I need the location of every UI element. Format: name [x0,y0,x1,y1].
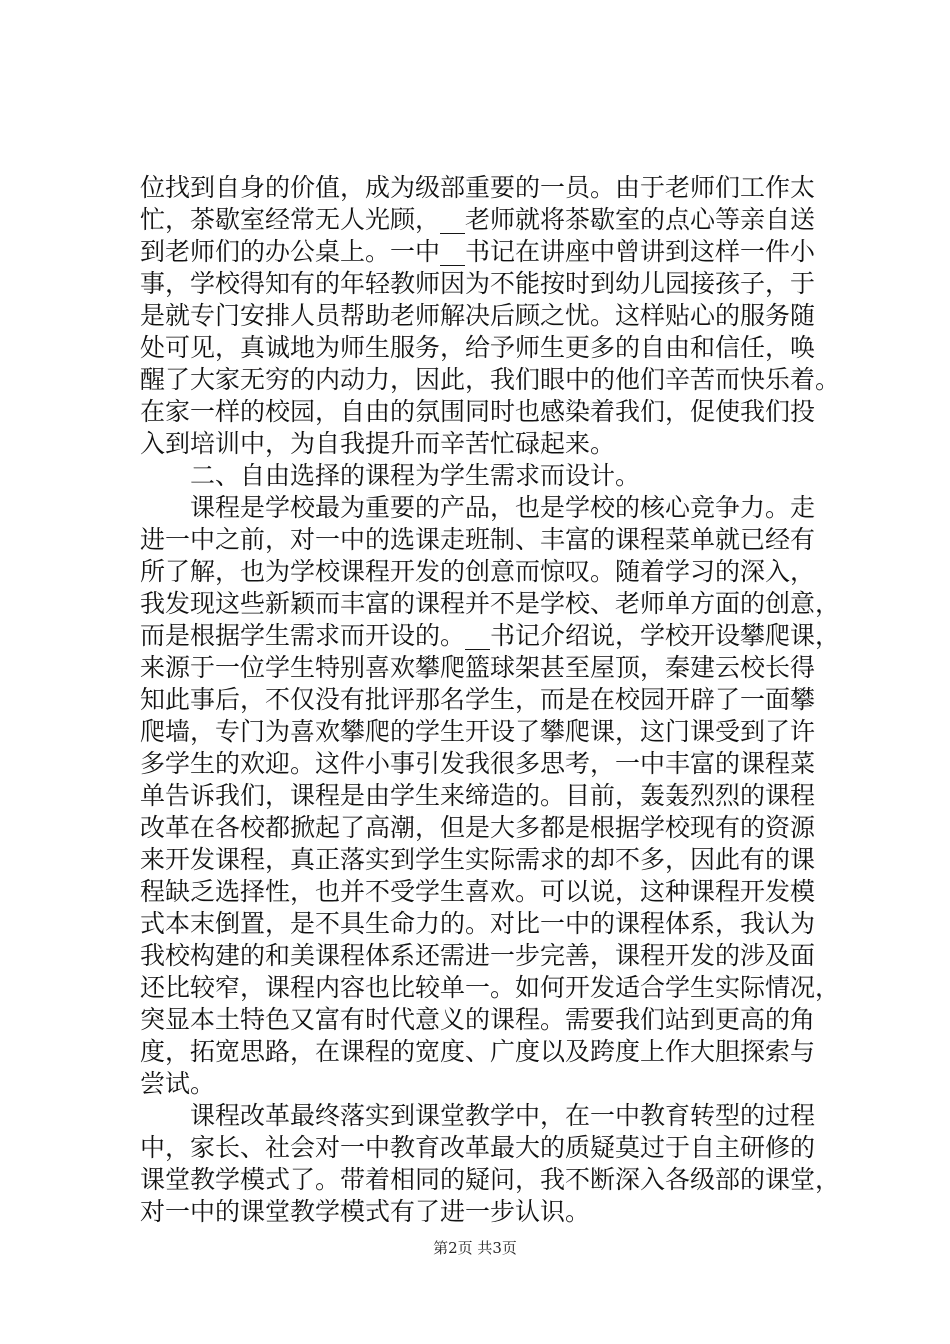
text-line: 位找到自身的价值，成为级部重要的一员。由于老师们工作太 [140,173,816,202]
text-line: 事，学校得知有的年轻教师因为不能按时到幼儿园接孩子，于 [140,269,816,298]
text-line: 知此事后，不仅没有批评那名学生，而是在校园开辟了一面攀 [140,685,816,714]
page-footer: 第2页 共3页 [433,1239,517,1257]
text-line: 所了解，也为学校课程开发的创意而惊叹。随着学习的深入， [140,557,816,586]
text-line: 我发现这些新颖而丰富的课程并不是学校、老师单方面的创意， [140,589,841,618]
text-line: 而是根据学生需求而开设的。__书记介绍说，学校开设攀爬课， [140,621,841,650]
text-line: 式本末倒置，是不具生命力的。对比一中的课程体系，我认为 [140,909,816,938]
text-line: 尝试。 [140,1069,216,1098]
text-line: 中，家长、社会对一中教育改革最大的质疑莫过于自主研修的 [140,1133,816,1162]
text-line: 度，拓宽思路，在课程的宽度、广度以及跨度上作大胆探索与 [140,1037,816,1066]
text-line: 爬墙，专门为喜欢攀爬的学生开设了攀爬课，这门课受到了许 [140,717,816,746]
text-line: 是就专门安排人员帮助老师解决后顾之忧。这样贴心的服务随 [140,301,816,330]
text-line: 入到培训中，为自我提升而辛苦忙碌起来。 [140,429,616,458]
text-line: 处可见，真诚地为师生服务，给予师生更多的自由和信任，唤 [140,333,816,362]
text-line: 进一中之前，对一中的选课走班制、丰富的课程菜单就已经有 [140,525,816,554]
text-line: 突显本土特色又富有时代意义的课程。需要我们站到更高的角 [140,1005,816,1034]
text-line: 来源于一位学生特别喜欢攀爬篮球架甚至屋顶，秦建云校长得 [140,653,816,682]
text-line: 二、自由选择的课程为学生需求而设计。 [140,461,641,490]
text-line: 到老师们的办公桌上。一中__书记在讲座中曾讲到这样一件小 [140,237,816,266]
text-line: 对一中的课堂教学模式有了进一步认识。 [140,1197,591,1226]
text-line: 多学生的欢迎。这件小事引发我很多思考，一中丰富的课程菜 [140,749,816,778]
text-line: 课程改革最终落实到课堂教学中，在一中教育转型的过程 [140,1101,816,1130]
text-line: 课程是学校最为重要的产品，也是学校的核心竞争力。走 [140,493,816,522]
text-line: 还比较窄，课程内容也比较单一。如何开发适合学生实际情况， [140,973,841,1002]
text-line: 来开发课程，真正落实到学生实际需求的却不多，因此有的课 [140,845,816,874]
text-line: 忙，茶歇室经常无人光顾，__老师就将茶歇室的点心等亲自送 [140,205,816,234]
text-line: 改革在各校都掀起了高潮，但是大多都是根据学校现有的资源 [140,813,816,842]
document-body [140,172,840,1228]
text-line: 课堂教学模式了。带着相同的疑问，我不断深入各级部的课堂， [140,1165,841,1194]
text-line: 单告诉我们，课程是由学生来缔造的。目前，轰轰烈烈的课程 [140,781,816,810]
text-line: 程缺乏选择性，也并不受学生喜欢。可以说，这种课程开发模 [140,877,816,906]
text-line: 在家一样的校园，自由的氛围同时也感染着我们，促使我们投 [140,397,816,426]
text-line: 醒了大家无穷的内动力，因此，我们眼中的他们辛苦而快乐着。 [140,365,841,394]
text-line: 我校构建的和美课程体系还需进一步完善，课程开发的涉及面 [140,941,816,970]
